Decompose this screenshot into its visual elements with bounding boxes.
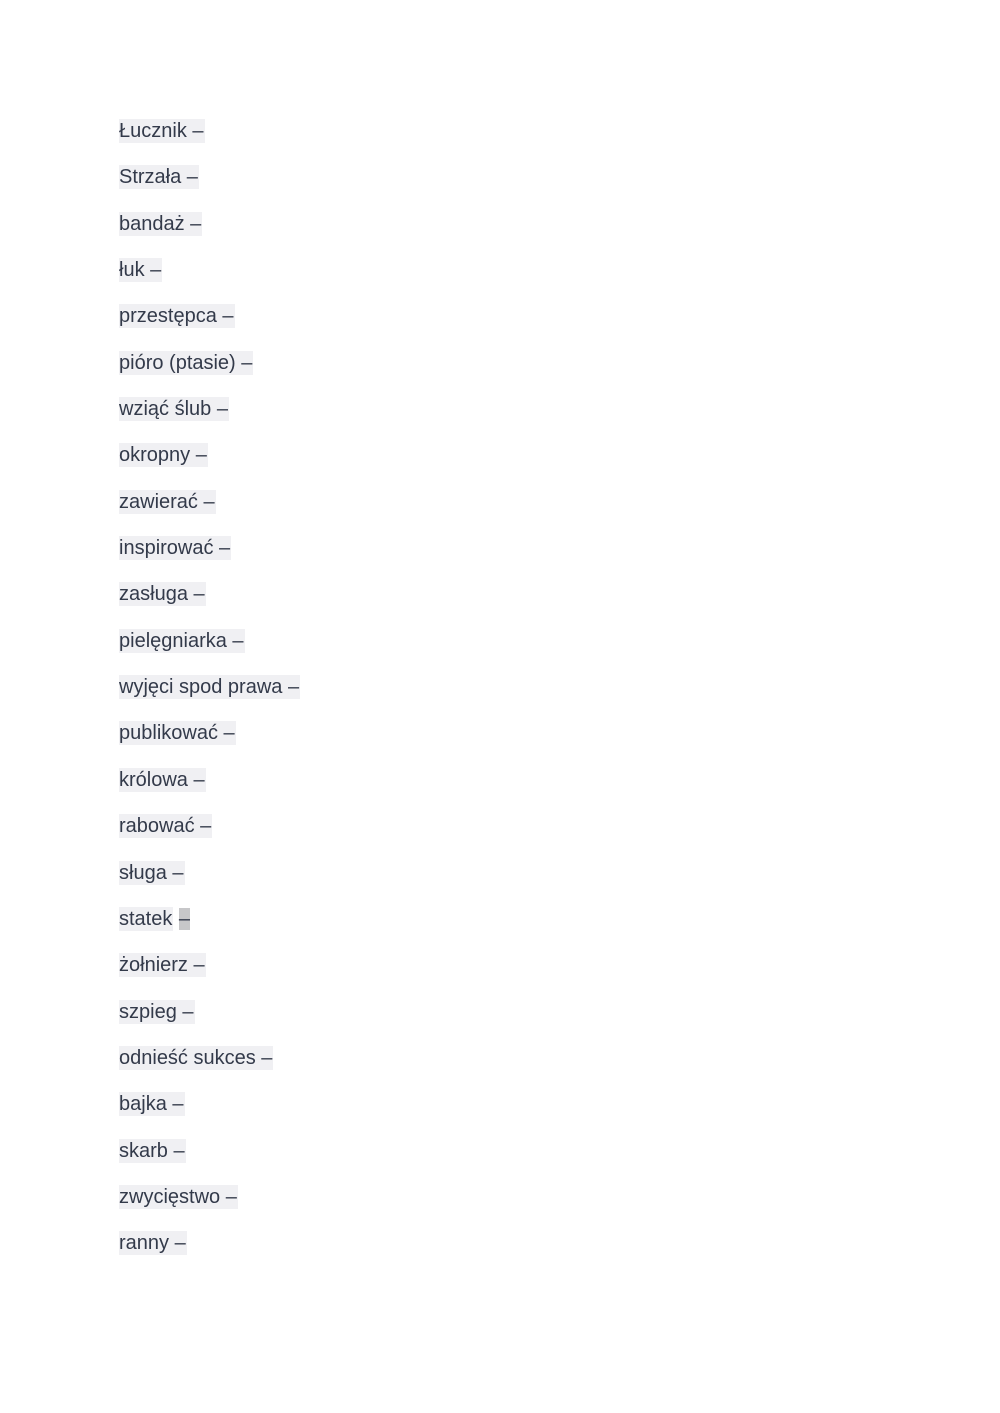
list-item [119,579,300,625]
vocabulary-entry: sługa – [119,861,184,884]
vocabulary-entry: wyjęci spod prawa – [119,676,300,699]
vocabulary-entry: statek [119,907,173,930]
list-item [119,1043,300,1089]
list-item [119,765,300,811]
list-item [119,487,300,533]
vocabulary-entry: przestępca – [119,305,234,328]
vocabulary-entry: bajka – [119,1093,184,1116]
vocabulary-entry: okropny – [119,444,207,467]
vocabulary-entry: publikować – [119,722,235,745]
list-item [119,440,300,486]
list-item [119,997,300,1043]
vocabulary-entry: pielęgniarka – [119,629,244,652]
vocabulary-entry: zwycięstwo – [119,1185,237,1208]
vocabulary-entry: zasługa – [119,583,205,606]
list-item [119,858,300,904]
vocabulary-entry: odnieść sukces – [119,1046,273,1069]
vocabulary-entry: inspirować – [119,537,231,560]
selected-dash[interactable]: – [178,907,191,930]
vocabulary-entry: zawierać – [119,490,215,513]
list-item [119,1182,300,1228]
list-item [119,811,300,857]
list-item [119,626,300,672]
list-item [119,116,300,162]
list-item [119,1228,300,1274]
list-item [119,301,300,347]
list-item [119,533,300,579]
list-item [119,718,300,764]
vocabulary-entry: wziąć ślub – [119,398,228,421]
list-item [119,904,300,950]
vocabulary-entry: bandaż – [119,212,202,235]
vocabulary-entry: szpieg – [119,1000,194,1023]
vocabulary-entry: rabować – [119,815,212,838]
vocabulary-entry: ranny – [119,1232,186,1255]
list-item [119,672,300,718]
vocabulary-entry: łuk – [119,259,162,282]
vocabulary-entry: Strzała – [119,166,198,189]
vocabulary-list [119,116,300,1275]
vocabulary-entry: Łucznik – [119,120,204,142]
list-item [119,394,300,440]
list-item [119,255,300,301]
vocabulary-entry: pióro (ptasie) – [119,351,253,374]
vocabulary-entry: skarb – [119,1139,185,1162]
list-item [119,1089,300,1135]
list-item [119,209,300,255]
vocabulary-entry: królowa – [119,768,205,791]
list-item [119,348,300,394]
list-item [119,162,300,208]
list-item [119,950,300,996]
vocabulary-entry: żołnierz – [119,954,205,977]
list-item [119,1136,300,1182]
